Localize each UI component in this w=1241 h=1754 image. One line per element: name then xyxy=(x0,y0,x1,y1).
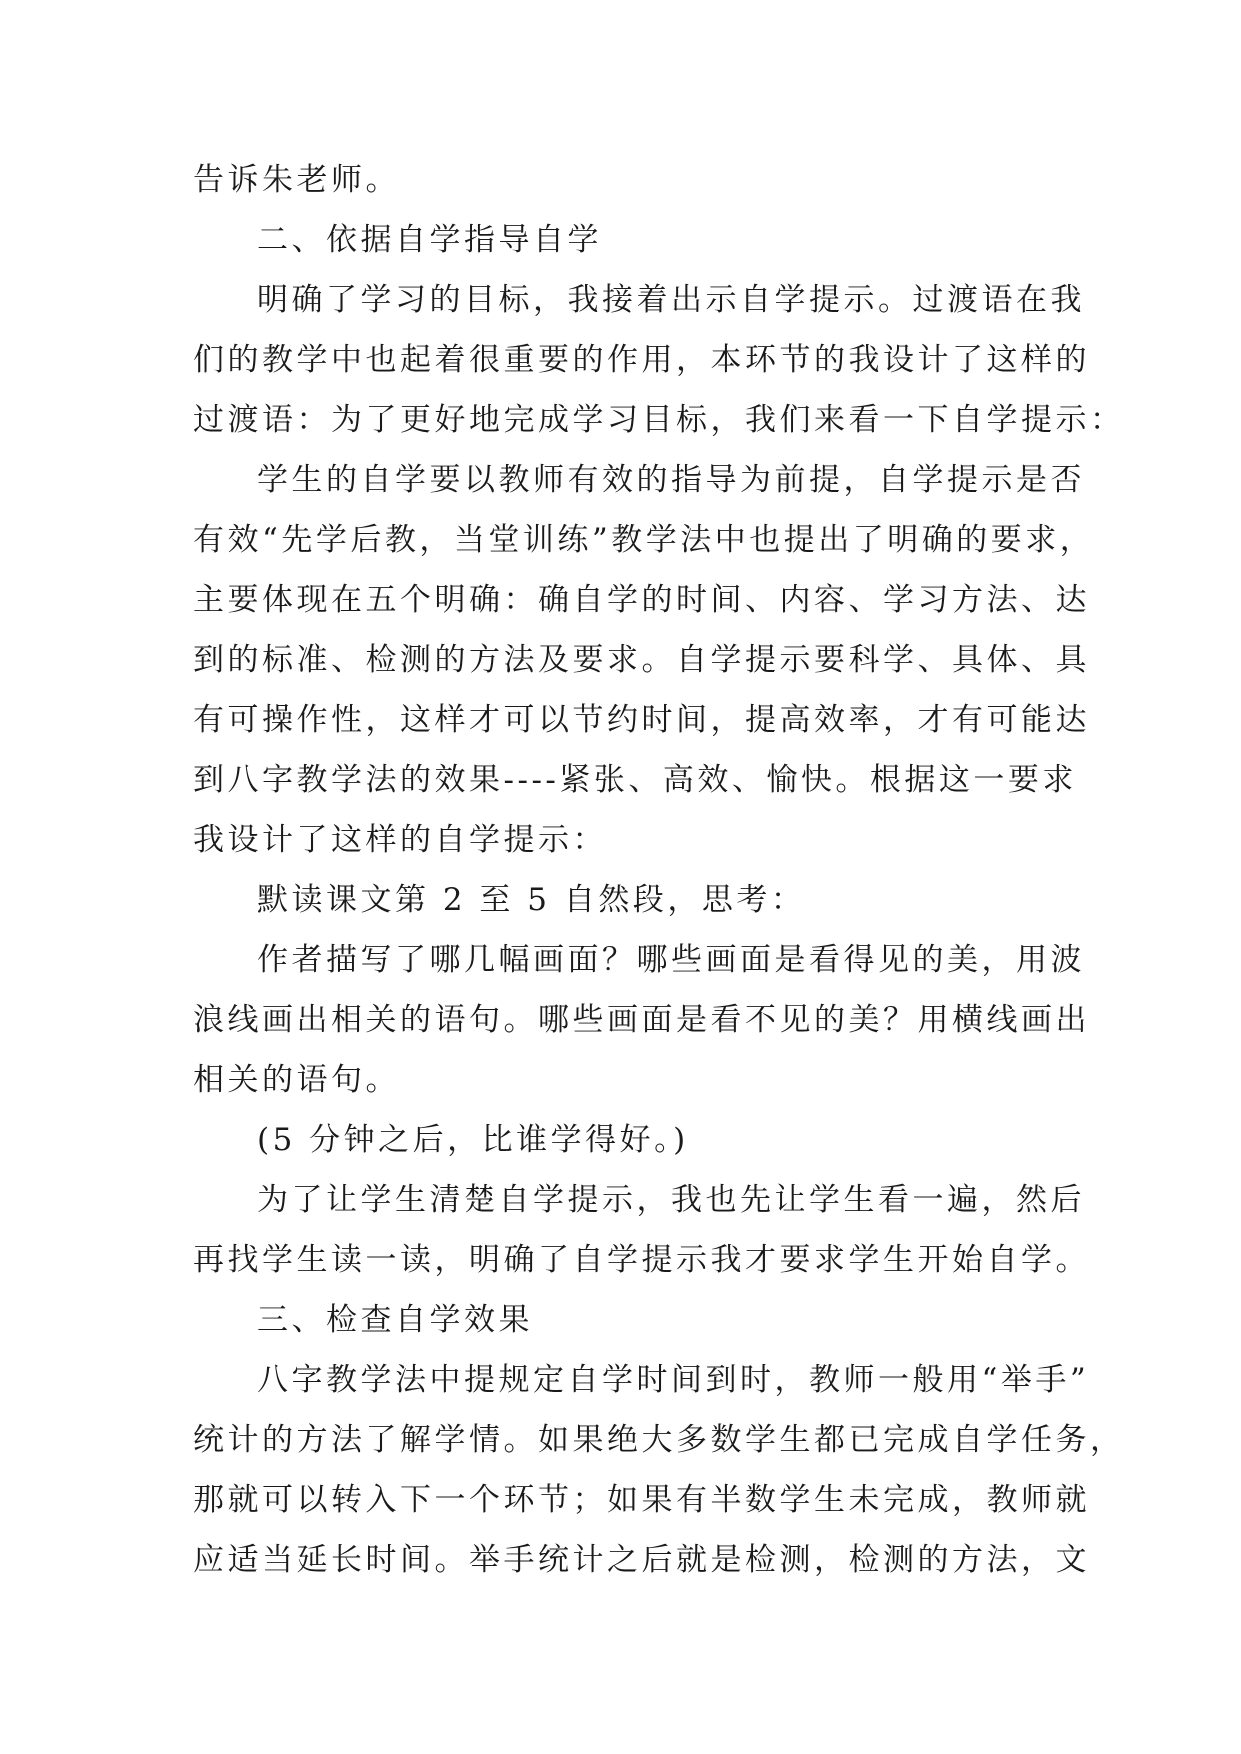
text-line: 有可操作性，这样才可以节约时间，提高效率，才有可能达 xyxy=(193,702,1090,738)
text-line: 默读课文第 2 至 5 自然段，思考： xyxy=(257,882,806,918)
text-line: 再找学生读一读，明确了自学提示我才要求学生开始自学。 xyxy=(193,1242,1090,1278)
text-line: 学生的自学要以教师有效的指导为前提，自学提示是否 xyxy=(257,462,1085,498)
text-line: 明确了学习的目标，我接着出示自学提示。过渡语在我 xyxy=(257,282,1085,318)
text-line: 到八字教学法的效果----紧张、高效、愉快。根据这一要求 xyxy=(193,762,1077,798)
text-line: 八字教学法中提规定自学时间到时，教师一般用“举手” xyxy=(257,1362,1090,1398)
text-line: 浪线画出相关的语句。哪些画面是看不见的美？用横线画出 xyxy=(193,1002,1090,1038)
text-line: 有效“先学后教，当堂训练”教学法中也提出了明确的要求， xyxy=(193,522,1095,558)
section-heading: 二、依据自学指导自学 xyxy=(257,222,602,258)
text-line: (5 分钟之后，比谁学得好。) xyxy=(257,1122,689,1158)
text-line: 统计的方法了解学情。如果绝大多数学生都已完成自学任务， xyxy=(193,1422,1125,1458)
text-line: 告诉朱老师。 xyxy=(193,162,400,198)
text-line: 那就可以转入下一个环节；如果有半数学生未完成，教师就 xyxy=(193,1482,1090,1518)
section-heading: 三、检查自学效果 xyxy=(257,1302,533,1338)
text-line: 为了让学生清楚自学提示，我也先让学生看一遍，然后 xyxy=(257,1182,1085,1218)
text-line: 们的教学中也起着很重要的作用，本环节的我设计了这样的 xyxy=(193,342,1090,378)
text-line: 相关的语句。 xyxy=(193,1062,400,1098)
text-line: 作者描写了哪几幅画面？哪些画面是看得见的美，用波 xyxy=(257,942,1085,978)
text-line: 我设计了这样的自学提示： xyxy=(193,822,607,858)
text-line: 到的标准、检测的方法及要求。自学提示要科学、具体、具 xyxy=(193,642,1090,678)
text-line: 过渡语：为了更好地完成学习目标，我们来看一下自学提示： xyxy=(193,402,1125,438)
text-line: 主要体现在五个明确：确自学的时间、内容、学习方法、达 xyxy=(193,582,1090,618)
text-line: 应适当延长时间。举手统计之后就是检测，检测的方法，文 xyxy=(193,1542,1090,1578)
